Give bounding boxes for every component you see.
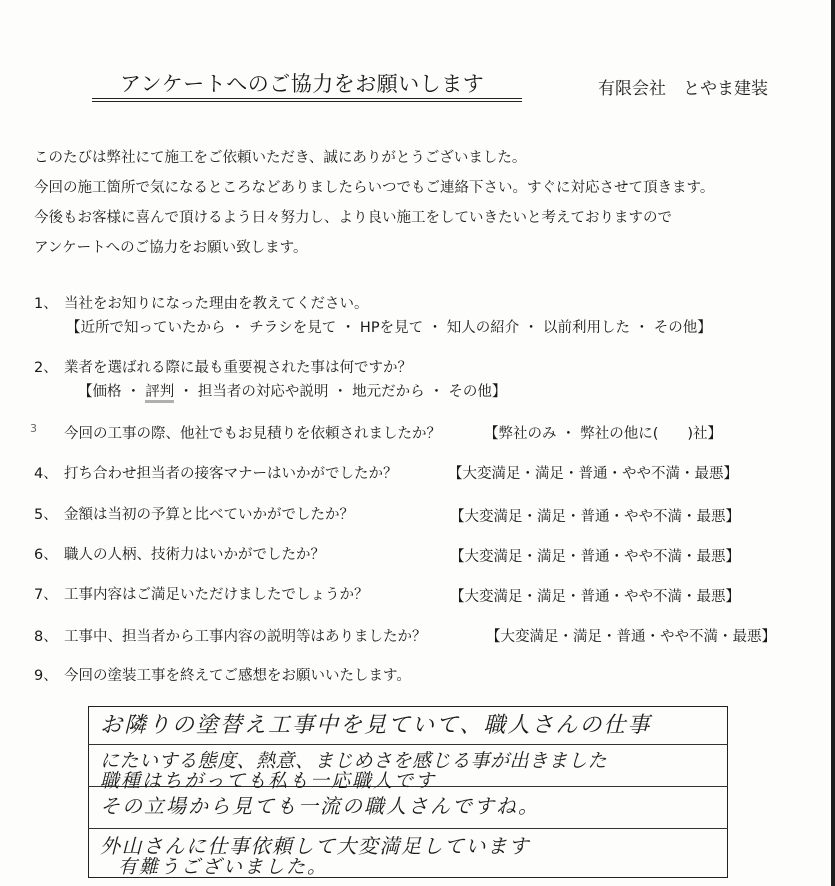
intro-line-3: 今後もお客様に喜んで頂けるよう日々努力し、より良い施工をしていきたいと考えておりますので bbox=[34, 210, 672, 226]
answer-rule bbox=[88, 744, 728, 745]
intro-line-4: アンケートへのご協力をお願い致します。 bbox=[34, 240, 308, 256]
question-text: 工事内容はご満足いただけましたでしょうか？ bbox=[64, 587, 369, 603]
question-options: 【大変満足・満足・普通・やや不満・最悪】 bbox=[486, 629, 776, 645]
question-options: 【大変満足・満足・普通・やや不満・最悪】 bbox=[450, 509, 740, 525]
title-underline bbox=[92, 98, 522, 102]
intro-line-2: 今回の施工箇所で気になるところなどありましたらいつでもご連絡下さい。すぐに対応させて頂きます。 bbox=[34, 180, 715, 196]
question-text: 職人の人柄、技術力はいかがでしたか？ bbox=[64, 547, 325, 563]
answer-rule bbox=[88, 828, 728, 829]
question-options: 【大変満足・満足・普通・やや不満・最悪】 bbox=[450, 589, 740, 605]
question-text: 業者を選ばれる際に最も重要視された事は何ですか？ bbox=[64, 360, 412, 376]
question-number: 5、 bbox=[34, 507, 58, 523]
question-text: 打ち合わせ担当者の接客マナーはいかがでしたか？ bbox=[64, 466, 398, 482]
intro-line-1: このたびは弊社にて施工をご依頼いただき、誠にありがとうございました。 bbox=[34, 150, 527, 166]
question-number: 3 bbox=[30, 422, 37, 435]
question-number: 9、 bbox=[34, 668, 58, 684]
question-text: 工事中、担当者から工事内容の説明等はありましたか？ bbox=[64, 629, 427, 645]
question-text: 今回の工事の際、他社でもお見積りを依頼されましたか？ bbox=[64, 426, 441, 442]
options-post: ・ 担当者の対応や説明 ・ 地元だから ・ その他】 bbox=[174, 384, 507, 400]
question-text: 今回の塗装工事を終えてご感想をお願いいたします。 bbox=[64, 668, 411, 684]
question-number: 1、 bbox=[34, 296, 58, 312]
handwritten-line-6: 有難うございました。 bbox=[118, 856, 329, 878]
handwritten-line-5: 外山さんに仕事依頼して大変満足しています bbox=[100, 834, 530, 858]
question-number: 8、 bbox=[34, 629, 58, 645]
question-number: 7、 bbox=[34, 587, 58, 603]
question-text: 当社をお知りになった理由を教えてください。 bbox=[64, 296, 369, 312]
handwritten-line-1: お隣りの塗替え工事中を見ていて、職人さんの仕事 bbox=[100, 713, 652, 738]
question-options bbox=[78, 380, 506, 401]
options-pre: 【価格 ・ bbox=[78, 384, 146, 400]
options-selected: 評判 bbox=[145, 384, 174, 403]
question-options: 【大変満足・満足・普通・やや不満・最悪】 bbox=[450, 549, 740, 565]
question-number: 2、 bbox=[34, 360, 58, 376]
handwritten-line-3: 職種はちがっても私も一応職人です bbox=[100, 770, 437, 792]
question-options: 【大変満足・満足・普通・やや不満・最悪】 bbox=[448, 466, 738, 482]
handwritten-line-4: その立場から見ても一流の職人さんですね。 bbox=[100, 794, 540, 818]
question-number: 4、 bbox=[34, 466, 58, 482]
question-text: 金額は当初の予算と比べていかがでしたか？ bbox=[64, 507, 354, 523]
page-title: アンケートへのご協力をお願いします bbox=[120, 72, 485, 96]
question-options: 【弊社のみ ・ 弊社の他に( )社】 bbox=[484, 426, 723, 442]
question-options: 【近所で知っていたから ・ チラシを見て ・ HPを見て ・ 知人の紹介 ・ 以前利用した ・ その他】 bbox=[66, 320, 712, 336]
handwritten-line-2: にたいする態度、熱意、まじめさを感じる事が出きました bbox=[100, 750, 608, 772]
question-number: 6、 bbox=[34, 547, 58, 563]
company-name: 有限会社 とやま建装 bbox=[598, 79, 768, 99]
scan-edge bbox=[831, 0, 835, 886]
